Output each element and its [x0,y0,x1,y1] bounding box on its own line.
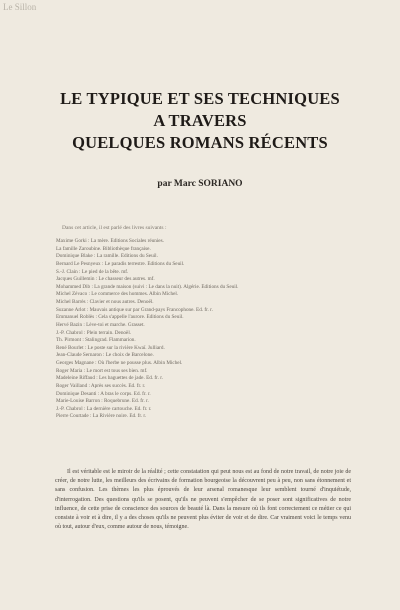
title-line-3: QUELQUES ROMANS RÉCENTS [72,133,328,152]
body-paragraph: Il est véritable est le miroir de la réalité ; cette constatation qui peut nous est au fond de notre travail, de notre joie de créer, de notre lutte, les meilleurs des écrivains de formation bourgeoise la découvrent peu à peu, non sans étonnement et sans confusion. Les thèmes les plus éprouvés de leur arsenal romanesque leur semblent tourné d'inquiétude, d'interrogation. Des questions qu'ils se posent, qu'ils ne peuvent s'empêcher de se poser sont significatives de notre influence, de cette prise de conscience des sources de beauté là. Dans la mesure où ils font correctement ce métier ce qui consiste à voir et à dire, il y a des choses qu'ils ne peuvent plus éviter de voir et de dire. Car vraiment voici le temps venu où tout, autour d'eux, comme autour de nous, témoigne. [55,469,351,531]
reference-item: Dominique Desanti : A bras le corps. Ed. fr. r. [56,390,151,397]
reference-item: Madeleine Riffaud : Les baguettes de jade. Ed. fr. r. [56,375,163,382]
reference-item: La famille Zaroubine. Bibliothèque française. [56,245,151,252]
reference-item: Roger Maria : Le mort est tous ses bien. mf. [56,367,148,374]
reference-item: Maxime Gorki : La mère. Éditions Sociales réunies. [56,238,164,244]
reference-item: J.-P. Chabrol : La dernière cartouche. Ed. fr. r. [56,405,152,412]
reference-item: Jean-Claude Sernaron : Le choix de Barcelone. [56,352,154,359]
reference-item: Marie-Louise Barron : Roquebrune. Ed. fr. r. [56,398,149,405]
reference-item: René Bourlet : Le poste sur la rivière Kwaï. Julliard. [56,344,165,351]
reference-item: Emmanuel Roblès : Cela s'appelle l'aurore. Éditions du Seuil. [56,314,184,321]
title-line-2: A TRAVERS [153,111,247,130]
references-list [56,238,356,421]
reference-item: Mohammed Dib : La grande maison (suivi : Le dans la nuit). Algérie. Éditions du Seuil. [56,283,239,290]
reference-item: S.-J. Clain : Le pied de la bête. mf. [56,268,129,275]
reference-item: Roger Vailland : Après ses succès. Ed. fr. r. [56,382,146,389]
reference-item: Georges Magnane : Où l'herbe ne pousse plus. Albin Michel. [56,360,183,366]
reference-item: Pierre Courtade : La Rivière noire. Ed. fr. r. [56,413,147,420]
reference-item: Michel Barrès : Clavier et nous autres. Denoël. [56,299,154,305]
reference-item: J.-P. Chabrol : Plein terrain. Denoël. [56,329,132,336]
reference-item: Michel Zévaco : Le commerce des hommes. Albin Michel. [56,291,179,298]
header-mark: Le Sillon [3,2,37,12]
reference-item: Bernard Le Pesnyeux : Le paradis terrestre. Éditions du Seuil. [56,260,185,267]
reference-item: Jacques Guillemin : Le chasseur des autres. mf. [56,276,155,283]
author-byline: par Marc SORIANO [157,179,243,189]
reference-item: Suzanne Arlot : Mauvais antique sur par Grand-pays Francophone. Ed. fr. r. [56,306,213,313]
references-intro: Dans cet article, il est parlé des livres suivants : [62,225,167,231]
reference-item: Hervé Bazin : Lève-toi et marche. Grasset. [56,321,145,328]
title-line-1: LE TYPIQUE ET SES TECHNIQUES [60,89,340,108]
article-title [0,88,400,154]
reference-item: Dominique Blake : La ramille. Éditions du Seuil. [56,253,158,260]
reference-item: Th. Pirmont : Stalingrad. Flammarion. [56,337,136,344]
